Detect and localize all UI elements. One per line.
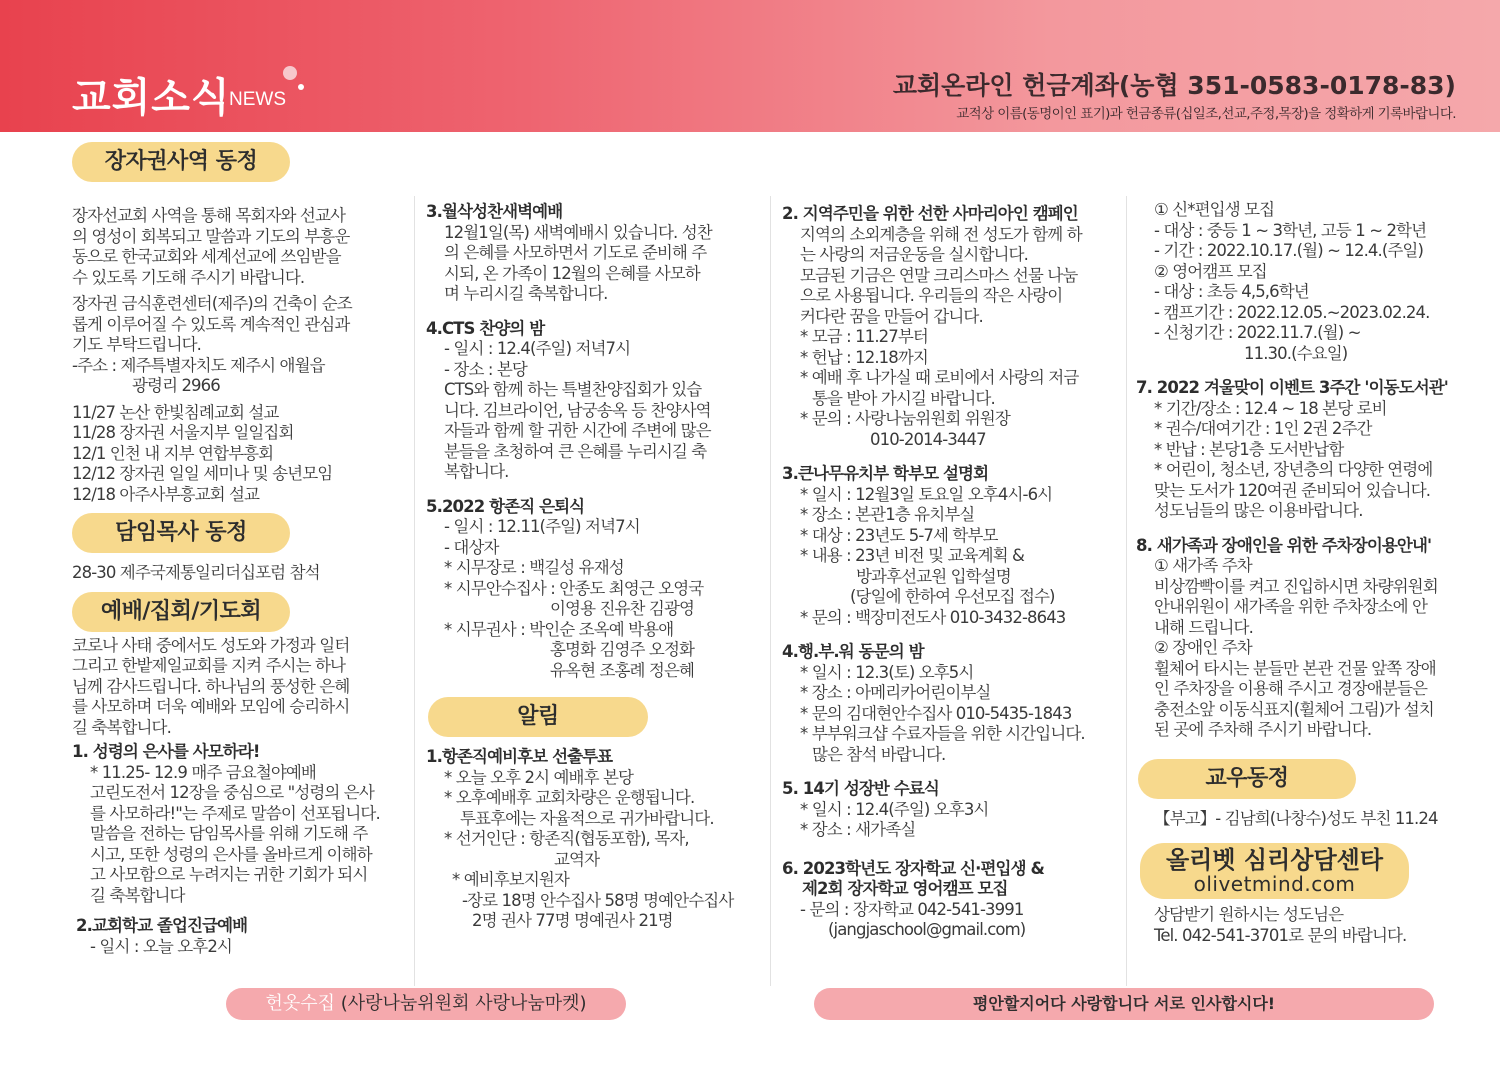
text-line: ② 장애인 주차: [1154, 638, 1252, 657]
text-line: 비상깜빡이를 켜고 진입하시면 차량위원회: [1154, 576, 1438, 596]
text-line: * 시무장로 : 백길성 유재성: [444, 558, 624, 577]
text-line: 투표후에는 자율적으로 귀가바랍니다.: [460, 808, 714, 828]
item-heading: 7. 2022 겨울맞이 이벤트 3주간 '이동도서관': [1136, 378, 1448, 397]
text-line: 코로나 사태 중에서도 성도와 가정과 일터: [72, 635, 350, 655]
section-heading-pastor: 담임목사 동정: [72, 513, 290, 553]
text-line: 의 은혜를 사모하면서 기도로 준비해 주: [444, 243, 707, 262]
address-line: 광령리 2966: [132, 376, 220, 395]
text-line: * 기간/장소 : 12.4 ~ 18 본당 로비: [1154, 398, 1387, 418]
header-banner: [0, 0, 1500, 132]
schedule-item: 12/12 장자권 일일 세미나 및 송년모임: [72, 464, 333, 483]
text-line: 홍명화 김영주 오정화: [550, 640, 695, 659]
text-line: 의 영성이 회복되고 말씀과 기도의 부흥운: [72, 226, 350, 246]
text-line: * 오후예배후 교회차량은 운행됩니다.: [444, 788, 695, 807]
text-line: 이영용 진유찬 김광영: [550, 599, 695, 618]
text-line: * 예배 후 나가실 때 로비에서 사랑의 저금: [800, 368, 1079, 387]
text-line: 는 사랑의 저금운동을 실시합니다.: [800, 245, 1028, 264]
text-line: 동으로 한국교회와 세계선교에 쓰임받을: [72, 247, 341, 266]
text-line: - 대상 : 초등 4,5,6학년: [1154, 282, 1309, 301]
text-line: - 대상 : 중등 1 ~ 3학년, 고등 1 ~ 2학년: [1154, 220, 1427, 240]
counseling-center-url[interactable]: olivetmind.com: [1193, 872, 1356, 896]
section-heading-notice: 알림: [428, 697, 648, 737]
text-line: 상담받기 원하시는 성도님은: [1154, 905, 1344, 924]
column-divider: [414, 196, 415, 986]
text-line: 된 곳에 주차해 주시기 바랍니다.: [1154, 720, 1372, 739]
offering-account: 교회온라인 헌금계좌(농협 351-0583-0178-83): [892, 71, 1456, 100]
text-line: 안내위원이 새가족을 위한 주차장소에 안: [1154, 597, 1428, 616]
item-heading: 6. 2023학년도 장자학교 신·편입생 &: [782, 858, 1044, 878]
schedule-item: 11/28 장자권 서울지부 일일집회: [72, 423, 294, 442]
text-line: 통을 받아 가시길 바랍니다.: [812, 388, 995, 408]
text-line: * 부부워크샵 수료자들을 위한 시간입니다.: [800, 724, 1085, 743]
footer-clothes-detail: (사랑나눔위원회 사랑나눔마켓): [335, 993, 587, 1014]
item-heading: 1.항존직예비후보 선출투표: [426, 747, 613, 766]
text-line: - 캠프기간 : 2022.12.05.~2023.02.24.: [1154, 302, 1430, 322]
text-line: 말씀을 전하는 담임목사를 위해 기도해 주: [90, 824, 368, 843]
text-line: 방과후선교원 입학설명: [856, 566, 1011, 586]
item-heading: 4.행.부.워 동문의 밤: [782, 642, 924, 661]
text-line: 맞는 도서가 120여권 준비되어 있습니다.: [1154, 480, 1431, 500]
text-line: ② 영어캠프 모집: [1154, 261, 1267, 281]
text-line: 수 있도록 기도해 주시기 바랍니다.: [72, 267, 305, 287]
text-line: 기도 부탁드립니다.: [72, 335, 202, 354]
text-line: * 대상 : 23년도 5-7세 학부모: [800, 525, 998, 545]
text-line: - 문의 : 장자학교 042-541-3991: [800, 899, 1024, 919]
text-line: * 일시 : 12.3(토) 오후5시: [800, 662, 974, 682]
text-line: -장로 18명 안수집사 58명 명예안수집사: [462, 890, 734, 910]
column-3: [782, 136, 1118, 941]
address-line: -주소 : 제주특별자치도 제주시 애월읍: [72, 355, 325, 375]
text-line: 시되, 온 가족이 12월의 은혜를 사모하: [444, 263, 700, 283]
text-line: - 일시 : 오늘 오후2시: [90, 936, 232, 956]
text-line: 12월1일(목) 새벽예배시 있습니다. 성찬: [444, 222, 712, 242]
text-line: 지역의 소외계층을 위해 전 성도가 함께 하: [800, 224, 1082, 244]
text-line: 님께 감사드립니다. 하나님의 풍성한 은혜: [72, 676, 350, 696]
column-1: [72, 136, 404, 957]
text-line: - 대상자: [444, 537, 499, 557]
text-line: 니다. 김브라이언, 남궁송옥 등 찬양사역: [444, 400, 711, 420]
text-line: 복합니다.: [444, 462, 509, 481]
text-line: 길 축복합니다: [90, 885, 185, 905]
offering-account-note: 교적상 이름(동명이인 표기)과 헌금종류(십일조,선교,주정,목장)을 정확하게 기록바랍니다.: [956, 106, 1456, 122]
text-line: 교역자: [554, 849, 600, 869]
email-text: (jangjaschool@gmail.com): [828, 920, 1026, 939]
section-heading-jangja: 장자권사역 동정: [72, 142, 290, 182]
text-line: * 문의 : 백장미전도사 010-3432-8643: [800, 607, 1066, 627]
text-line: ① 신*편입생 모집: [1154, 200, 1275, 219]
text-line: 길 축복합니다.: [72, 717, 171, 737]
text-line: 며 누리시길 축복합니다.: [444, 284, 608, 303]
decor-dot-icon: [283, 66, 297, 80]
item-heading: 2.교회학교 졸업진급예배: [76, 916, 248, 935]
text-line: 장자권 금식훈련센터(제주)의 건축이 순조: [72, 294, 352, 313]
schedule-item: 12/1 인천 내 지부 연합부흥회: [72, 443, 274, 463]
text-line: 28-30 제주국제통일리더십포럼 참석: [72, 563, 320, 582]
text-line: 모금된 기금은 연말 크리스마스 선물 나눔: [800, 265, 1078, 285]
text-line: 많은 참석 바랍니다.: [812, 744, 946, 764]
column-2: [426, 136, 760, 932]
text-line: 를 사모하며 더욱 예배와 모임에 승리하시: [72, 697, 350, 716]
news-label: NEWS: [229, 89, 286, 110]
text-line: 유옥현 조홍례 정은혜: [550, 660, 695, 680]
counseling-center-title: 올리벳 심리상담센타: [1166, 846, 1384, 874]
text-line: 010-2014-3447: [870, 429, 986, 449]
item-heading: 3.월삭성찬새벽예배: [426, 202, 563, 221]
text-line: * 문의 : 사랑나눔위원회 위원장: [800, 409, 1010, 428]
footer-clothes-label: 헌옷수집: [265, 993, 336, 1014]
text-line: CTS와 함께 하는 특별찬양집회가 있습: [444, 380, 702, 399]
text-line: 11.30.(수요일): [1244, 343, 1348, 363]
footer-greeting: 평안할지어다 사랑합니다 서로 인사합시다!: [814, 988, 1434, 1020]
column-4: [1136, 136, 1472, 946]
text-line: * 선거인단 : 항존직(협동포함), 목자,: [444, 829, 689, 848]
text-line: * 헌납 : 12.18까지: [800, 347, 928, 367]
text-line: * 일시 : 12월3일 토요일 오후4시-6시: [800, 484, 1053, 504]
obituary-text: 【부고】- 김남희(나창수)성도 부친 11.24: [1154, 808, 1438, 828]
text-line: 롭게 이루어질 수 있도록 계속적인 관심과: [72, 314, 350, 334]
text-line: * 권수/대여기간 : 1인 2권 2주간: [1154, 419, 1372, 438]
schedule-item: 11/27 논산 한빛침례교회 설교: [72, 402, 279, 422]
item-heading: 5.2022 항존직 은퇴식: [426, 496, 585, 516]
text-line: 휠체어 타시는 분들만 본관 건물 앞쪽 장애: [1154, 658, 1436, 678]
text-line: * 오늘 오후 2시 예배후 본당: [444, 767, 634, 787]
text-line: 으로 사용됩니다. 우리들의 작은 사랑이: [800, 286, 1063, 305]
item-heading: 2. 지역주민을 위한 선한 사마리아인 캠페인: [782, 204, 1078, 223]
text-line: * 시무안수집사 : 안종도 최영근 오영국: [444, 578, 704, 598]
text-line: * 반납 : 본당1층 도서반납함: [1154, 439, 1344, 459]
text-line: * 모금 : 11.27부터: [800, 327, 928, 346]
schedule-item: 12/18 아주사부흥교회 설교: [72, 484, 260, 504]
text-line: * 문의 김대현안수집사 010-5435-1843: [800, 703, 1072, 723]
text-line: * 어린이, 청소년, 장년층의 다양한 연령에: [1154, 460, 1433, 479]
text-line: 자들과 함께 할 귀한 시간에 주변에 많은: [444, 421, 711, 440]
text-line: * 내용 : 23년 비전 및 교육계획 &: [800, 546, 1024, 565]
text-line: - 신청기간 : 2022.11.7.(월) ~: [1154, 323, 1361, 342]
text-line: (당일에 한하여 우선모집 접수): [850, 587, 1055, 606]
item-heading: 5. 14기 성장반 수료식: [782, 779, 939, 798]
footer-clothes-collection: [226, 988, 626, 1020]
text-line: 시고, 또한 성령의 은사를 올바르게 이해하: [90, 844, 372, 864]
text-line: - 장소 : 본당: [444, 359, 527, 379]
column-divider: [1126, 196, 1127, 986]
text-line: * 장소 : 새가족실: [800, 820, 916, 839]
text-line: * 시무권사 : 박인순 조옥예 박용애: [444, 619, 674, 639]
text-line: 인 주차장을 이용해 주시고 경장애분들은: [1154, 679, 1428, 698]
section-heading-members: 교우동정: [1138, 759, 1356, 799]
text-line: 고린도전서 12장을 중심으로 "성령의 은사: [90, 783, 374, 802]
text-line: 커다란 꿈을 만들어 갑니다.: [800, 306, 983, 326]
text-line: 충전소앞 이동식표지(휠체어 그림)가 설치: [1154, 699, 1434, 719]
text-line: 분들을 초청하여 큰 은혜를 누리시길 축: [444, 441, 707, 461]
item-heading: 1. 성령의 은사를 사모하라!: [72, 742, 260, 761]
text-line: ① 새가족 주차: [1154, 556, 1252, 575]
text-line: * 예비후보지원자: [452, 870, 569, 889]
counseling-center-badge: [1140, 843, 1409, 899]
item-heading: 4.CTS 찬양의 밤: [426, 318, 545, 338]
text-line: * 일시 : 12.4(주일) 오후3시: [800, 799, 989, 819]
item-heading: 제2회 장자학교 영어캠프 모집: [802, 879, 1008, 898]
item-heading: 3.큰나무유치부 학부모 설명회: [782, 464, 989, 483]
text-line: 그리고 한밭제일교회를 지켜 주시는 하나: [72, 656, 346, 675]
text-line: 내해 드립니다.: [1154, 617, 1253, 637]
text-line: Tel. 042-541-3701로 문의 바랍니다.: [1154, 925, 1407, 945]
item-heading: 8. 새가족과 장애인을 위한 주차장이용안내': [1136, 535, 1432, 555]
text-line: * 11.25- 12.9 매주 금요철야예배: [90, 762, 316, 782]
text-line: 고 사모함으로 누려지는 귀한 기회가 되시: [90, 865, 368, 884]
page-title: 교회소식: [72, 75, 231, 121]
text-line: 2명 권사 77명 명예권사 21명: [472, 911, 673, 930]
text-line: 를 사모하라!"는 주제로 말씀이 선포됩니다.: [90, 803, 380, 823]
text-line: - 기간 : 2022.10.17.(월) ~ 12.4.(주일): [1154, 241, 1424, 260]
text-line: 성도님들의 많은 이용바랍니다.: [1154, 501, 1363, 520]
column-divider: [770, 196, 771, 986]
section-heading-worship: 예배/집회/기도회: [72, 592, 290, 632]
text-line: * 장소 : 본관1층 유치부실: [800, 505, 975, 524]
text-line: - 일시 : 12.4(주일) 저녁7시: [444, 339, 631, 358]
text-line: - 일시 : 12.11(주일) 저녁7시: [444, 517, 640, 536]
decor-dot-small-icon: [298, 84, 304, 90]
text-line: 장자선교회 사역을 통해 목회자와 선교사: [72, 206, 346, 225]
text-line: * 장소 : 아메리카어린이부실: [800, 683, 991, 702]
